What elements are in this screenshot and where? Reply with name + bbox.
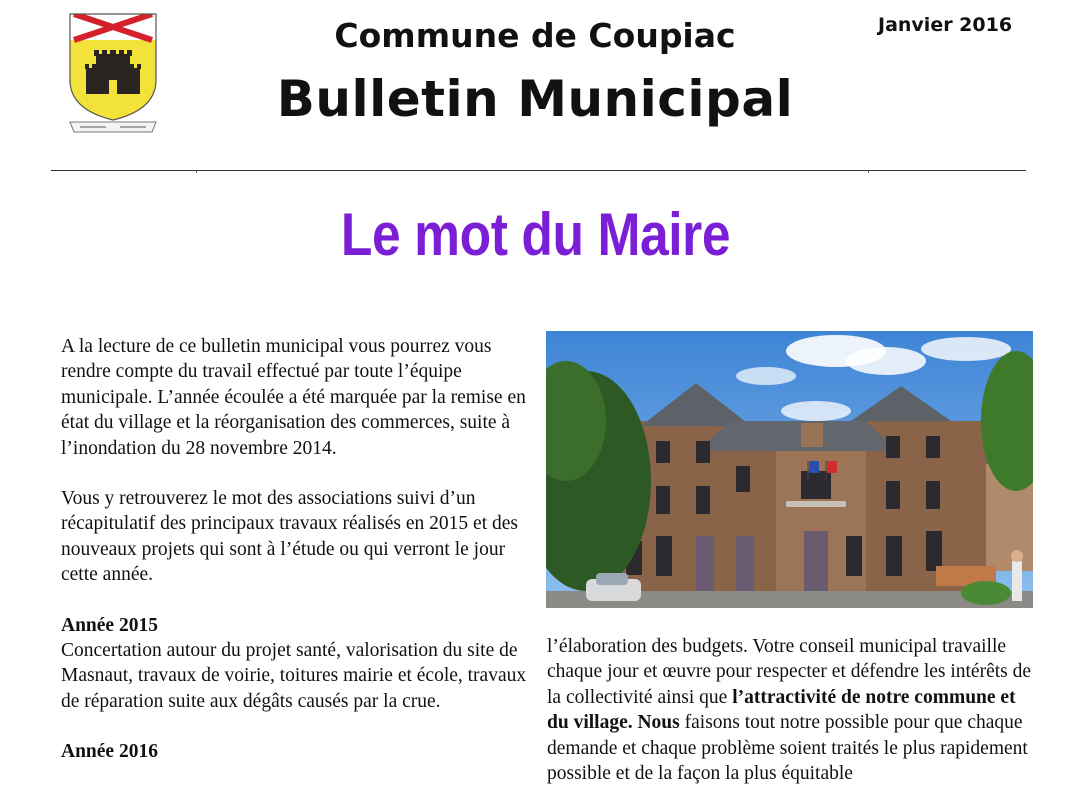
divider-tick bbox=[196, 170, 197, 173]
left-column bbox=[61, 334, 531, 765]
divider-tick bbox=[868, 170, 869, 173]
right-text-start: l’élaboration des budgets. Votre conseil municipal travaille chaque jour et œuvre pour respecter et défendre les intérêts de la collectivité ainsi que bbox=[547, 636, 1032, 708]
right-text-end: faisons tout notre possible pour que chaque demande et chaque problème soient traités le plus rapidement possible et de la façon la plus équitable bbox=[547, 712, 1028, 785]
section-title: Le mot du Maire bbox=[340, 201, 731, 268]
commune-name: Commune de Coupiac bbox=[334, 16, 736, 55]
right-paragraph bbox=[547, 634, 1032, 786]
issue-date: Janvier 2016 bbox=[878, 14, 1013, 36]
paragraph-2015: Concertation autour du projet santé, valorisation du site de Masnaut, travaux de voirie, toitures mairie et école, travaux de réparation suite aux dégâts causés par la crue. bbox=[61, 640, 527, 712]
bulletin-title: Bulletin Municipal bbox=[276, 70, 794, 128]
heading-2015: Année 2015 bbox=[61, 614, 158, 636]
right-text-emphasis: l’attractivité de notre commune et du village. Nous bbox=[547, 686, 1016, 734]
header-divider bbox=[51, 170, 1026, 171]
town-hall-photo bbox=[546, 331, 1033, 608]
coat-of-arms-icon bbox=[66, 10, 160, 136]
overview-paragraph: Vous y retrouverez le mot des associations suivi d’un récapitulatif des principaux travaux réalisés en 2015 et des nouveaux projets qui sont à l’étude ou qui verront le jour cette année. bbox=[61, 488, 518, 586]
intro-paragraph: A la lecture de ce bulletin municipal vous pourrez vous rendre compte du travail effectué par toute l’équipe municipale. L’année écoulée a été marquée par la remise en état du village et la réorganisation des commerces, suite à l’inondation du 28 novembre 2014. bbox=[61, 336, 526, 459]
heading-2016: Année 2016 bbox=[61, 741, 158, 763]
right-column bbox=[547, 634, 1032, 786]
